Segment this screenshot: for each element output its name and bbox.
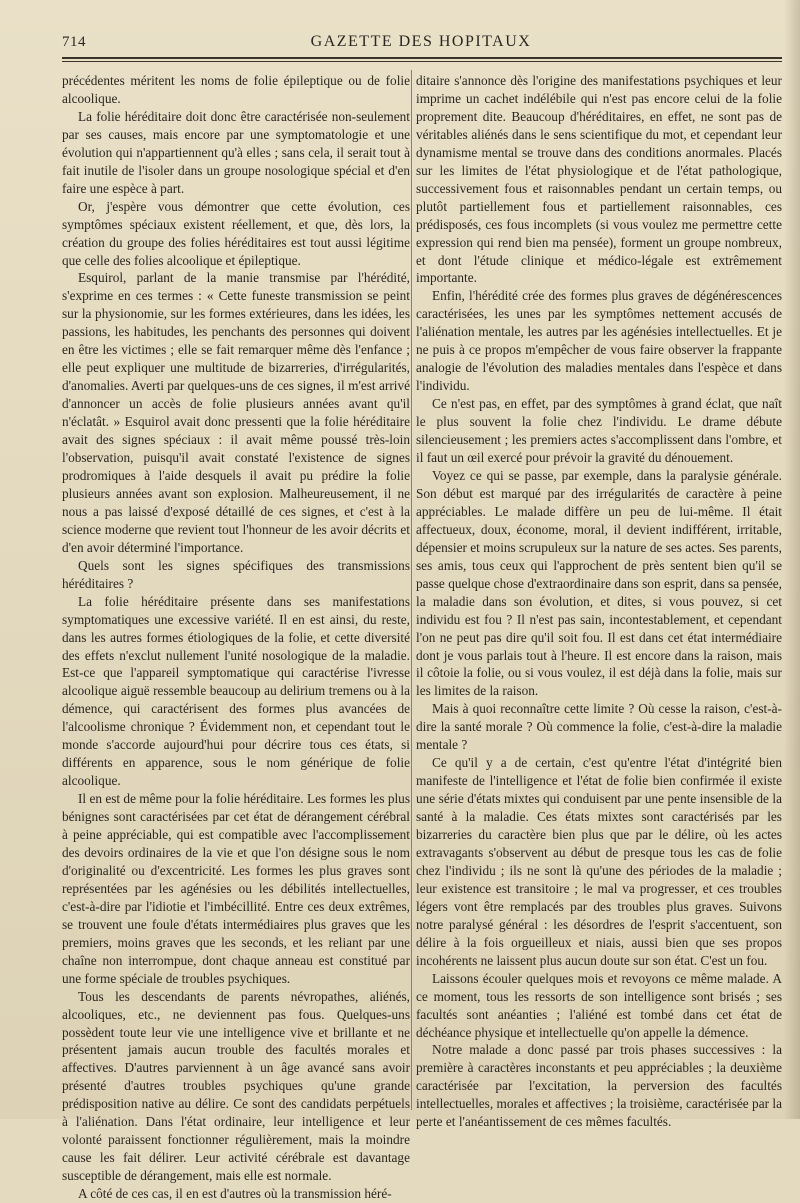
header-rule-thin (62, 61, 782, 62)
paragraph: Laissons écouler quelques mois et revoyons ce même malade. A ce moment, tous les ressorts de son intelligence sont brisés ; ses facultés sont anéanties ; l'aliéné est tombé dans cet état de déchéance physique et intellectuelle qu'on appelle la démence. (416, 970, 782, 1040)
journal-title: GAZETTE DES HOPITAUX (310, 33, 532, 50)
paragraph: La folie héréditaire présente dans ses manifestations symptomatiques une excessive variété. Il en est ainsi, du reste, dans les autres formes étiologiques de la folie, et cette diversité des effets n'exclut nullement l'unité nosologique de la maladie. Est-ce que l'appareil symptomatique qui caractérise l'ivresse alcoolique aiguë ressemble beaucoup au delirium tremens ou à la démence, qui caractérisent des formes plus avancées de l'alcoolisme chronique ? Évidemment non, et cependant tout le monde s'accorde aujourd'hui pour décrire tous ces états, si différents en apparence, sous le nom générique de folie alcoolique. (62, 593, 410, 789)
column-divider (411, 70, 412, 1110)
paragraph: A côté de ces cas, il en est d'autres où la transmission héré- (78, 1186, 392, 1202)
paragraph: Tous les descendants de parents névropathes, aliénés, alcooliques, etc., ne deviennent pas fous. Quelques-uns possèdent toute leur vie une intelligence vive et brillante et ne présentent jamais aucun trouble des facultés morales et affectives. D'autres parviennent à un âge avancé sans avoir présenté d'autres troubles psychiques qu'une grande prédisposition native au délire. Ce sont des candidats perpétuels à l'aliénation. Dans l'état ordinaire, leur intelligence et leur volonté paraissent fonctionner régulièrement, mais la moindre cause les fait délirer. Leur activité cérébrale est davantage susceptible de dérangement, mais elle est normale. (62, 988, 410, 1184)
paragraph: Notre malade a donc passé par trois phases successives : la première à caractères inconstants et peu appréciables ; la deuxième caractérisée par l'excitation, la perversion des facultés intellectuelles, morales et affectives ; la troisième, caractérisée par la perte et l'anéantissement de ces mêmes facultés. (416, 1042, 782, 1130)
paragraph: Il en est de même pour la folie héréditaire. Les formes les plus bénignes sont caractérisées par cet état de dérangement cérébral à peine appréciable, qui est compatible avec l'accomplissement des devoirs ordinaires de la vie et que l'on désigne sous le nom d'originalité ou d'excentricité. Les formes les plus graves sont représentées par les agénésies ou les débilités intellectuelles, c'est-à-dire par l'idiotie et l'imbécillité. Entre ces deux extrêmes, se trouvent une foule d'états intermédiaires plus graves que les premiers, moins graves que les seconds, et les reliant par une chaîne non interrompue, dont chaque anneau est constitué par une forme spéciale de troubles psychiques. (62, 791, 410, 986)
paragraph: Enfin, l'hérédité crée des formes plus graves de dégénérescences caractérisées, les unes par les symptômes nettement accusés de l'aliénation mentale, les autres par les agénésies intellectuelles. Et je ne puis à ce propos m'empêcher de vous faire observer la frappante analogie de l'évolution des maladies mentales dans l'espèce et dans l'individu. (416, 288, 782, 394)
paragraph: Mais à quoi reconnaître cette limite ? Où cesse la raison, c'est-à-dire la santé morale ? Où commence la folie, c'est-à-dire la maladie mentale ? (416, 701, 782, 753)
paragraph: précédentes méritent les noms de folie épileptique ou de folie alcoolique. (62, 73, 410, 106)
paragraph: Voyez ce qui se passe, par exemple, dans la paralysie générale. Son début est marqué par des irrégularités de caractère à peine appréciables. Le malade diffère un peu de lui-même. Il était affectueux, doux, économe, moral, il devient indifférent, irritable, dépensier et moins scrupuleux sur la nature de ses actes. Ses parents, ses amis, tous ceux qui l'approchent de près sentent bien qu'il se passe quelque chose d'extraordinaire dans son esprit, dans sa pensée, la maladie dans son évolution, et dites, si vous pouvez, si cet individu est fou ? Il n'est pas sain, incontestablement, et cependant l'on ne peut pas dire qu'il soit fou. Il est dans cet état intermédiaire dont je vous parlais tout à l'heure. Il est encore dans la raison, mais il côtoie la folie, ou si vous voulez, il est déjà dans la folie, mais sur les limites de la raison. (416, 467, 782, 699)
paragraph: ditaire s'annonce dès l'origine des manifestations psychiques et leur imprime un cachet indélébile qui n'est pas encore celui de la folie proprement dite. Beaucoup d'héréditaires, en effet, ne sont pas de véritables aliénés dans le sens scientifique du mot, et cependant leur dynamisme mental se trouve dans des conditions anormales. Placés sur les limites de l'état physiologique et de l'état pathologique, successivement fous et raisonnables pendant un certain temps, ou plutôt partiellement fous et partiellement raisonnables, ces prédisposés, ces fous incomplets (si vous voulez me permettre cette expression qui rend bien ma pensée), forment un groupe nombreux, et dont l'étude clinique et médico-légale est extrêmement importante. (416, 73, 782, 286)
header-rule-thick (62, 57, 782, 59)
paragraph: Ce qu'il y a de certain, c'est qu'entre l'état d'intégrité bien manifeste de l'intelligence et l'état de folie bien confirmée il existe une série d'états mixtes qui conduisent par une pente insensible de la santé à la maladie. Ces états mixtes sont caractérisés par les bizarreries du caractère bien plus que par le délire, où les actes extravagants s'observent au début de presque tous les cas de folie chez l'individu ; ils ne sont là qu'une des périodes de la maladie ; leur existence est transitoire ; le mal va progresser, et ces troubles légers vont être remplacés par des troubles plus graves. Suivons notre paralysé général : les désordres de l'esprit s'accentuent, son délire à la fois orgueilleux et niais, aussi bien que ses propos incohérents ne laissent plus aucun doute sur son état. C'est un fou. (416, 755, 782, 968)
paragraph: Ce n'est pas, en effet, par des symptômes à grand éclat, que naît le plus souvent la folie chez l'individu. Le drame débute silencieusement ; les premiers actes s'accomplissent dans l'ombre, et il faut un œil exercé pour prévoir la gravité du dénouement. (416, 396, 782, 466)
page-binding-shadow (784, 0, 800, 1119)
page-header (62, 30, 780, 56)
paragraph: Esquirol, parlant de la manie transmise par l'hérédité, s'exprime en ces termes : « Cette funeste transmission se peint sur la physionomie, sur les formes extérieures, dans les idées, les passions, les habitudes, les penchants des personnes qui doivent en être les victimes ; elle se fait remarquer même dès l'enfance ; elle peut expliquer une multitude de bizarreries, d'irrégularités, d'anomalies. Averti par quelques-uns de ces signes, il m'est arrivé d'annoncer un accès de folie plusieurs années avant qu'il n'éclatât. » Esquirol avait donc pressenti que la folie héréditaire avait des signes spéciaux : il avait même poussé très-loin l'observation, puisqu'il avait constaté l'existence de signes prodromiques à l'aide desquels il avait pu prédire la folie plusieurs années avant son explosion. Malheureusement, il ne nous a pas laissé d'exposé détaillé de ces signes, et c'est à la science moderne que revient tout l'honneur de les avoir décrits et d'en avoir déterminé l'importance. (62, 270, 410, 555)
paragraph: Or, j'espère vous démontrer que cette évolution, ces symptômes spéciaux existent réellement, et que, dès lors, la création du groupe des folies héréditaires est tout aussi légitime que celle des folies alcoolique et épileptique. (62, 198, 410, 268)
left-column (62, 72, 410, 1202)
paragraph: La folie héréditaire doit donc être caractérisée non-seulement par ses causes, mais encore par une symptomatologie et une évolution qui n'appartiennent qu'à elles ; sans cela, il serait tout à fait inutile de l'isoler dans un groupe nosologique spécial et d'en faire une espèce à part. (62, 108, 410, 196)
right-column (416, 72, 782, 1130)
page-number: 714 (62, 34, 86, 50)
paragraph: Quels sont les signes spécifiques des transmissions héréditaires ? (62, 557, 410, 591)
